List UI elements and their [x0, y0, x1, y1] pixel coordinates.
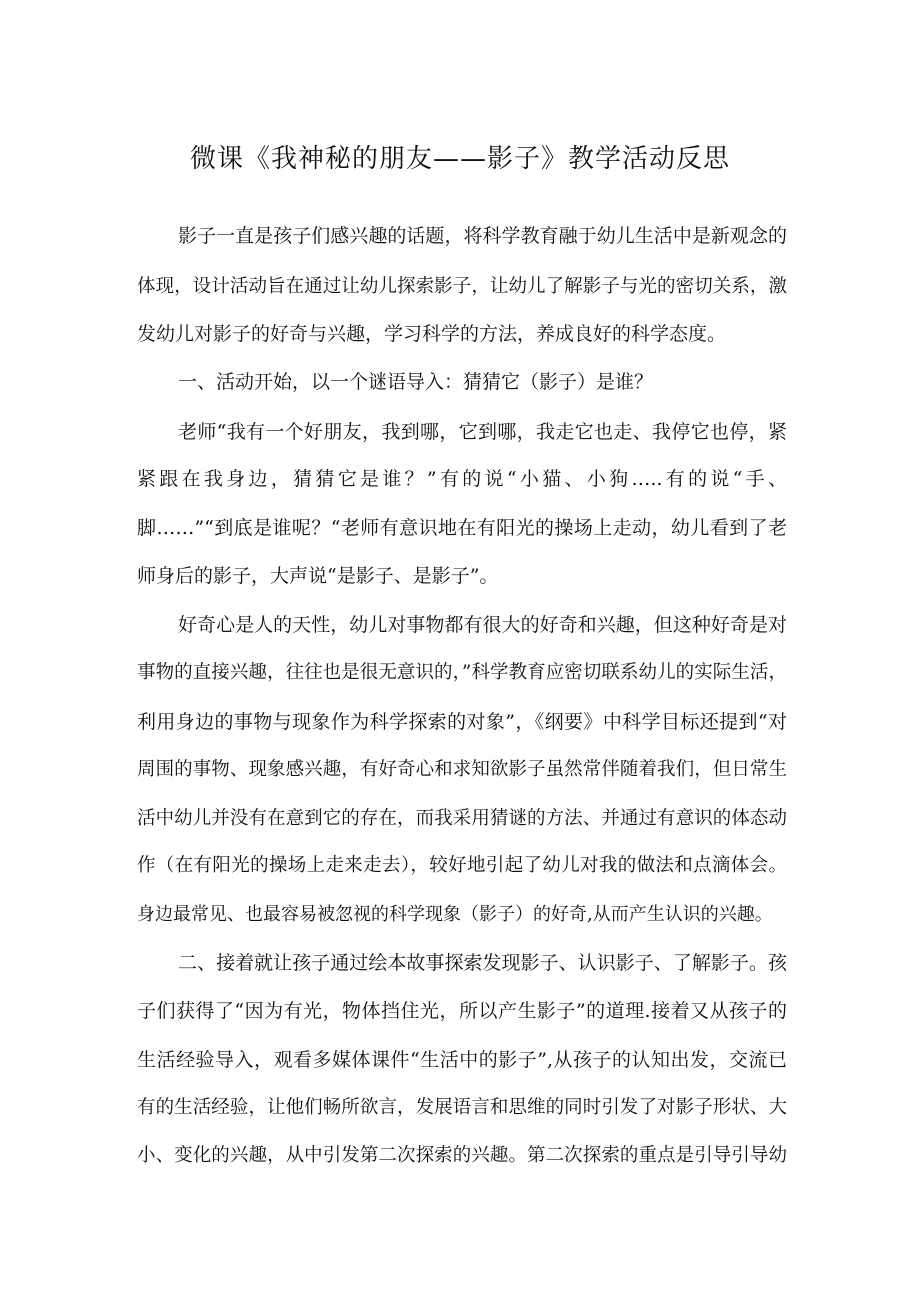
paragraph-4-line-1: 好奇心是人的天性，幼儿对事物都有很大的好奇和兴趣，但这种好奇是对 [178, 614, 787, 636]
paragraph-1-line-2: 体现，设计活动旨在通过让幼儿探索影子，让幼儿了解影子与光的密切关系，激 [137, 276, 787, 297]
paragraph-5-line-1: 二、接着就让孩子通过绘本故事探索发现影子、认识影子、了解影子。孩 [178, 952, 787, 974]
document-title: 微课《我神秘的朋友——影子》教学活动反思 [189, 144, 730, 174]
paragraph-2-line-1: 一、活动开始，以一个谜语导入：猜猜它（影子）是谁？ [178, 371, 654, 393]
paragraph-1-line-1: 影子一直是孩子们感兴趣的话题，将科学教育融于幼儿生活中是新观念的 [178, 225, 787, 247]
paragraph-3-line-2: 紧跟在我身边，猜猜它是谁？”有的说“小猫、小狗…..有的说“手、 [137, 468, 787, 490]
paragraph-4-line-2: 事物的直接兴趣，往往也是很无意识的，”科学教育应密切联系幼儿的实际生活， [137, 662, 787, 683]
paragraph-4-line-6: 作（在有阳光的操场上走来走去），较好地引起了幼儿对我的做法和点滴体会。 [137, 855, 787, 876]
paragraph-5-line-2: 子们获得了“因为有光，物体挡住光，所以产生影子”的道理.接着又从孩子的 [137, 1000, 787, 1022]
paragraph-1-line-3: 发幼儿对影子的好奇与兴趣，学习科学的方法，养成良好的科学态度。 [137, 323, 727, 345]
paragraph-5-line-3: 生活经验导入，观看多媒体课件“生活中的影子”,从孩子的认知出发，交流已 [137, 1049, 787, 1071]
paragraph-4-line-4: 周围的事物、现象感兴趣，有好奇心和求知欲影子虽然常伴随着我们，但日常生 [137, 759, 787, 780]
paragraph-3-line-3: 脚……”“到底是谁呢？“老师有意识地在有阳光的操场上走动，幼儿看到了老 [137, 517, 787, 539]
paragraph-3-line-1: 老师“我有一个好朋友，我到哪，它到哪，我走它也走、我停它也停，紧 [178, 421, 787, 443]
paragraph-5-line-5: 小、变化的兴趣，从中引发第二次探索的兴趣。第二次探索的重点是引导引导幼 [137, 1145, 787, 1166]
paragraph-4-line-3: 利用身边的事物与现象作为科学探索的对象”，《纲要》中科学目标还提到“对 [137, 711, 787, 733]
paragraph-5-line-4: 有的生活经验，让他们畅所欲言，发展语言和思维的同时引发了对影子形状、大 [137, 1097, 787, 1118]
paragraph-3-line-4: 师身后的影子，大声说“是影子、是影子”。 [137, 565, 499, 587]
paragraph-4-line-5: 活中幼儿并没有在意到它的存在，而我采用猜谜的方法、并通过有意识的体态动 [137, 808, 787, 829]
paragraph-4-line-7: 身边最常见、也最容易被忽视的科学现象（影子）的好奇,从而产生认识的兴趣。 [137, 904, 773, 925]
